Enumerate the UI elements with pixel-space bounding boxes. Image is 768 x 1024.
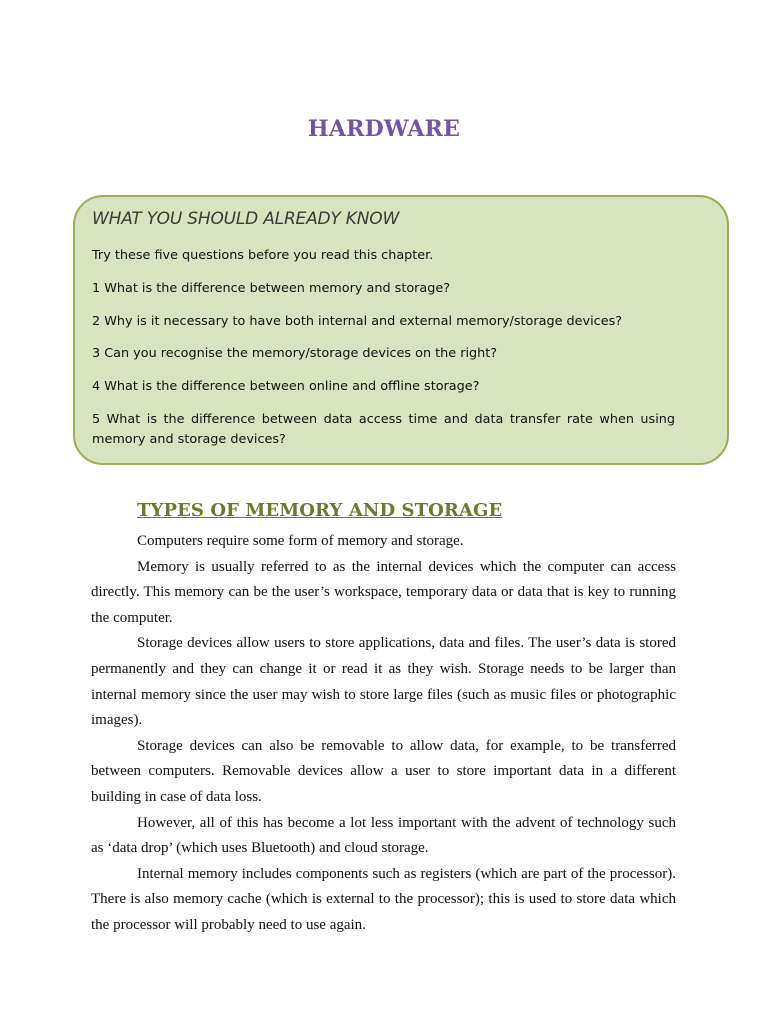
paragraph: Storage devices allow users to store applications, data and files. The user’s data is stored permanently and they can change it or read it as they wish. Storage needs to be larger than internal memory since the user may wish to store large files (such as music files or photographic images). [91,635,676,729]
page-title: HARDWARE [307,116,461,142]
question-5: 5 What is the difference between data access time and data transfer rate when using memory and storage devices? [92,411,675,447]
prior-knowledge-box [73,195,729,465]
question-1: 1 What is the difference between memory and storage? [92,280,451,296]
paragraph: Memory is usually referred to as the internal devices which the computer can access directly. This memory can be the user’s workspace, temporary data or data that is key to running the computer. [91,558,676,626]
prior-knowledge-heading: WHAT YOU SHOULD ALREADY KNOW [92,209,400,229]
question-2: 2 Why is it necessary to have both internal and external memory/storage devices? [92,313,623,329]
types-of-memory-section [91,500,676,939]
paragraph: Storage devices can also be removable to allow data, for example, to be transferred between computers. Removable devices allow a user to store important data in a different building in case of data loss. [91,737,676,805]
paragraph: However, all of this has become a lot less important with the advent of technology such as ‘data drop’ (which uses Bluetooth) and cloud storage. [91,814,676,857]
section-title: TYPES OF MEMORY AND STORAGE [137,500,503,521]
paragraph: Internal memory includes components such as registers (which are part of the processor). There is also memory cache (which is external to the processor); this is used to store data which the processor will probably need to use again. [91,865,676,933]
question-4: 4 What is the difference between online and offline storage? [92,379,480,395]
question-3: 3 Can you recognise the memory/storage devices on the right? [92,346,498,362]
prior-knowledge-intro: Try these five questions before you read this chapter. [92,248,434,263]
paragraph: Computers require some form of memory and storage. [137,533,464,549]
